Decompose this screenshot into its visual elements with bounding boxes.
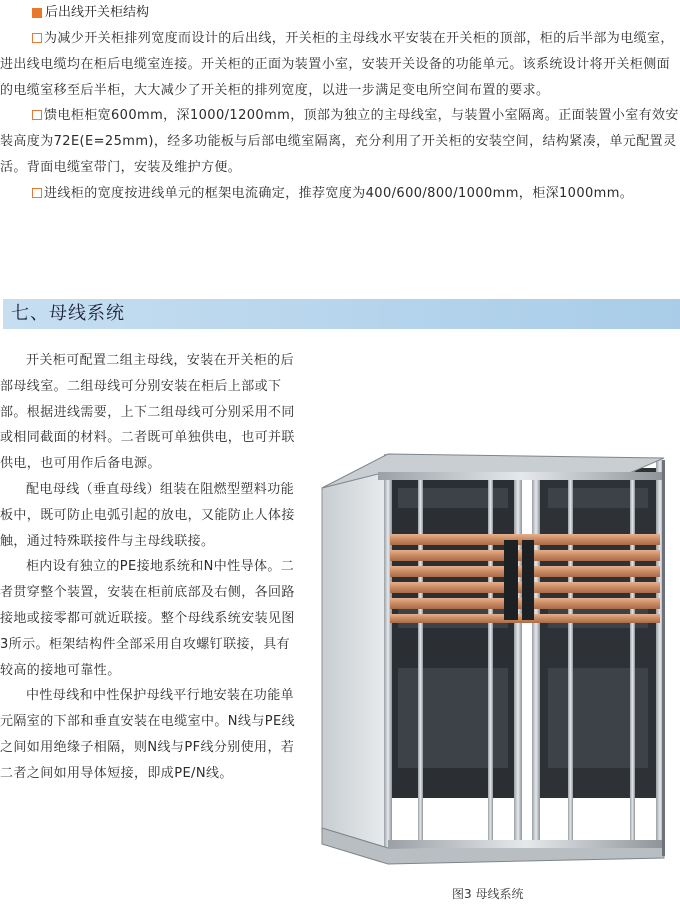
busbar-paragraph-3: 柜内设有独立的PE接地系统和N中性导体。二者贯穿整个装置，安装在柜前底部及右侧，各回路接地或接零都可就近联接。整个母线系统安装见图3所示。柜架结构件全部采用自攻螺钉联接，具有较高的接地可靠性。 — [0, 559, 295, 678]
figure-caption: 图3 母线系统 — [452, 887, 524, 901]
checkbox-square-icon — [32, 188, 42, 198]
section-title-bar — [3, 299, 680, 329]
intro-paragraph-2: 馈电柜柜宽600mm，深1000/1200mm，顶部为独立的主母线室，与装置小室隔离。正面装置小室有效安装高度为72E(E=25mm)，经多功能板与后部电缆室隔离，充分利用了开关柜的安装空间，结构紧凑，单元配置灵活。背面电缆室带门，安装及维护方便。 — [0, 108, 679, 175]
checkbox-square-icon — [32, 33, 42, 43]
busbar-text-column — [0, 348, 298, 787]
subsection-heading-text: 后出线开关柜结构 — [45, 5, 150, 20]
section-title: 七、母线系统 — [11, 303, 125, 324]
busbar-paragraph-2: 配电母线（垂直母线）组装在阻燃型塑料功能板中，既可防止电弧引起的放电，又能防止人体接触，通过特殊联接件与主母线联接。 — [0, 481, 295, 549]
checkbox-square-icon — [32, 110, 42, 120]
intro-paragraph-3: 进线柜的宽度按进线单元的框架电流确定，推荐宽度为400/600/800/1000mm，柜深1000mm。 — [0, 181, 680, 207]
busbar-paragraph-4: 中性母线和中性保护母线平行地安装在功能单元隔室的下部和垂直安装在电缆室中。N线与PE线之间如用绝缘子相隔，则N线与PF线分别使用，若二者之间如用导体短接，即成PE/N线。 — [0, 688, 295, 781]
busbar-system-photo — [318, 448, 678, 868]
busbar-paragraph-1: 开关柜可配置二组主母线，安装在开关柜的后部母线室。二组母线可分别安装在柜后上部或下部。根据进线需要，上下二组母线可分别采用不同或相同截面的材料。二者既可单独供电，也可并联供电，也可用作后备电源。 — [0, 353, 295, 472]
subsection-heading — [2, 2, 149, 24]
orange-square-icon — [32, 8, 42, 18]
intro-text-block — [0, 26, 680, 207]
intro-paragraph-1: 为减少开关柜排列宽度而设计的后出线，开关柜的主母线水平安装在开关柜的顶部，柜的后半部为电缆室，进出线电缆均在柜后电缆室连接。开关柜的正面为装置小室，安装开关设备的功能单元。该系统设计将开关柜侧面的电缆室移至后半柜，大大减少了开关柜的排列宽度，以进一步满足变电所空间布置的要求。 — [0, 31, 674, 98]
